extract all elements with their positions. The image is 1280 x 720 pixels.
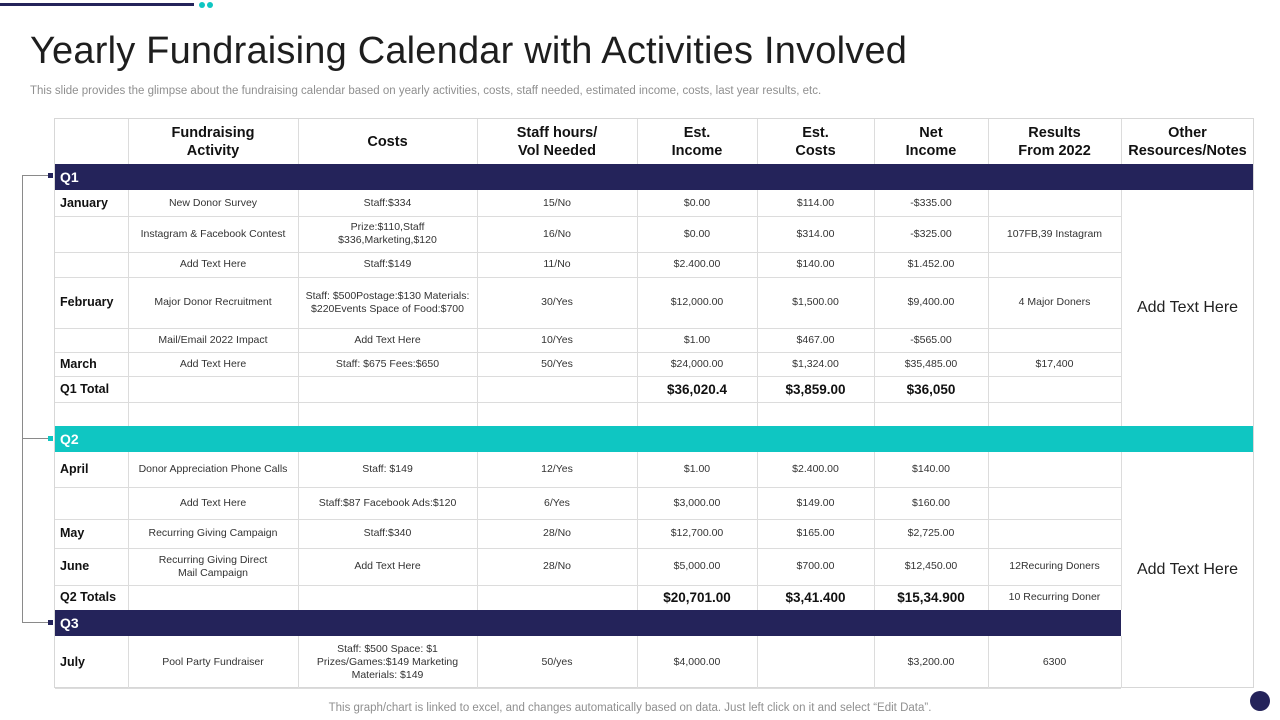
table-cell-activity: Add Text Here: [179, 258, 247, 270]
table-cell-est-costs: $165.00: [796, 527, 835, 539]
table-cell-est-income: $12,000.00: [670, 296, 724, 308]
table-cell-costs: Staff:$340: [363, 527, 412, 539]
table-cell-est-costs: $1,324.00: [792, 357, 839, 370]
table-cell-costs: Prize:$110,Staff $336,Marketing,$120: [338, 221, 437, 246]
total-cell-net-income: $15,34.900: [897, 590, 965, 605]
table-cell-results: [988, 452, 1121, 487]
table-cell-activity: Add Text Here: [179, 357, 247, 370]
table-cell-est-costs: $114.00: [796, 196, 835, 209]
header-results: Results From 2022: [1018, 124, 1091, 159]
table-cell-results: 6300: [1042, 655, 1067, 668]
table-cell-staff: 10/Yes: [541, 333, 573, 346]
table-cell-est-income: $2.400.00: [673, 258, 721, 270]
total-cell-est-costs: $3,41.400: [785, 590, 846, 605]
table-cell-activity: Pool Party Fundraiser: [162, 655, 264, 668]
table-cell-staff: 15/No: [542, 196, 572, 209]
header-notes: Other Resources/Notes: [1128, 124, 1247, 159]
table-cell-staff: 11/No: [543, 258, 571, 270]
table-cell-label: July: [60, 654, 86, 669]
row-divider: [55, 402, 1121, 403]
table-cell-staff: 50/Yes: [541, 357, 573, 370]
table-cell-staff: 28/No: [542, 560, 572, 572]
table-cell-label: February: [60, 295, 114, 309]
table-cell-results: $17,400: [1035, 357, 1074, 370]
table-cell-staff: 28/No: [542, 527, 572, 539]
table-cell-staff: 12/Yes: [541, 463, 573, 475]
header-est-income: Est. Income: [671, 124, 723, 159]
table-cell-est-costs: [757, 636, 874, 688]
total-cell-label: Q2 Totals: [60, 590, 117, 604]
header-net-income: Net Income: [905, 124, 957, 159]
q1-bracket-tick: [22, 175, 50, 176]
table-cell-activity: Major Donor Recruitment: [154, 296, 272, 308]
table-cell-label: May: [60, 526, 85, 540]
q2-bracket-tick: [22, 438, 50, 439]
table-cell-est-income: $4,000.00: [673, 655, 721, 668]
table-cell-est-income: $24,000.00: [670, 357, 724, 370]
total-cell-est-income: $20,701.00: [663, 590, 731, 605]
corner-dot: [1250, 691, 1270, 711]
total-cell-net-income: $36,050: [906, 381, 956, 397]
q3-bracket-tick: [22, 622, 50, 623]
table-cell-net-income: $35,485.00: [904, 357, 958, 370]
table-cell-est-income: $0.00: [683, 227, 711, 240]
table-cell-net-income: $1.452.00: [907, 258, 955, 270]
quarter-band-q2: Q2: [55, 426, 1253, 452]
q3-bracket-marker: [48, 620, 53, 625]
table-cell-label: [55, 216, 128, 252]
table-cell-costs: Staff: $149: [362, 463, 413, 475]
table-cell-label: [55, 487, 128, 519]
table-cell-net-income: -$335.00: [910, 196, 952, 209]
table-cell-costs: Add Text Here: [354, 560, 421, 572]
table-cell-costs: Staff:$334: [363, 196, 412, 209]
total-cell-label: Q1 Total: [60, 381, 110, 396]
table-cell-est-costs: $314.00: [796, 227, 835, 240]
page-subtitle: This slide provides the glimpse about the fundraising calendar based on yearly activities, costs, staff needed, estimated income, costs, last year results, etc.: [30, 85, 822, 97]
table-cell-costs: Staff:$87 Facebook Ads:$120: [318, 496, 457, 509]
row-divider: [55, 688, 1121, 689]
table-cell-costs: Staff:$149: [363, 258, 412, 270]
table-cell-results: 12Recuring Doners: [1009, 560, 1100, 572]
total-cell-results: 10 Recurring Doner: [1008, 591, 1101, 603]
table-cell-staff: 50/yes: [541, 655, 573, 668]
total-cell-est-income: $36,020.4: [666, 381, 728, 397]
table-cell-est-costs: $1,500.00: [792, 296, 839, 308]
total-cell-est-costs: $3,859.00: [785, 381, 846, 397]
table-cell-label: [55, 252, 128, 277]
header-staff: Staff hours/ Vol Needed: [516, 124, 598, 159]
table-cell-net-income: $9,400.00: [907, 296, 955, 308]
accent-dot: [199, 2, 205, 8]
header-activity: Fundraising Activity: [171, 124, 255, 159]
header-est-costs: Est. Costs: [795, 124, 836, 159]
table-cell-est-costs: $467.00: [796, 333, 835, 346]
table-cell-est-income: $1.00: [683, 333, 711, 346]
table-cell-label: March: [60, 356, 97, 371]
q1-bracket-marker: [48, 173, 53, 178]
table-cell-costs: Staff: $675 Fees:$650: [335, 357, 440, 370]
table-cell-est-costs: $700.00: [796, 560, 835, 572]
table-cell-results: [988, 519, 1121, 548]
table-cell-net-income: $3,200.00: [907, 655, 955, 668]
table-cell-est-income: $12,700.00: [670, 527, 724, 539]
table-cell-label: January: [60, 195, 108, 210]
table-cell-label: June: [60, 559, 90, 573]
header-costs: Costs: [367, 133, 408, 150]
table-cell-activity: Recurring Giving Direct Mail Campaign: [158, 553, 268, 579]
table-cell-activity: Add Text Here: [179, 496, 247, 509]
table-cell-results: [988, 487, 1121, 519]
q2-bracket-marker: [48, 436, 53, 441]
fundraising-table: [54, 118, 1254, 688]
quarter-bracket-line: [22, 175, 23, 622]
table-cell-net-income: $12,450.00: [904, 560, 958, 572]
table-cell-label: April: [60, 462, 89, 476]
table-cell-est-costs: $149.00: [796, 496, 835, 509]
table-cell-label: [55, 328, 128, 352]
table-cell-activity: New Donor Survey: [168, 196, 258, 209]
table-cell-activity: Donor Appreciation Phone Calls: [138, 463, 288, 475]
table-cell-results: 107FB,39 Instagram: [1006, 227, 1103, 240]
table-cell-staff: 16/No: [542, 227, 572, 240]
table-cell-costs: Staff: $500 Space: $1 Prizes/Games:$149 Marketing Materials: $149: [316, 642, 459, 681]
table-cell-results: 4 Major Doners: [1018, 296, 1091, 308]
table-cell-est-income: $5,000.00: [673, 560, 721, 572]
table-cell-net-income: -$565.00: [910, 333, 952, 346]
table-cell-results: [988, 328, 1121, 352]
q2-notes: Add Text Here: [1136, 561, 1239, 578]
table-cell-net-income: $140.00: [912, 463, 950, 475]
top-accent-line: [0, 3, 194, 6]
table-cell-net-income: $160.00: [912, 496, 950, 509]
table-cell-est-costs: $140.00: [796, 258, 835, 270]
table-cell-est-income: $3,000.00: [673, 496, 721, 509]
table-cell-activity: Instagram & Facebook Contest: [140, 227, 286, 240]
footer-note: This graph/chart is linked to excel, and changes automatically based on data. Just left click on it and select “Edit Data”.: [328, 702, 932, 714]
table-cell-net-income: -$325.00: [910, 227, 952, 240]
table-cell-costs: Add Text Here: [354, 333, 421, 346]
table-cell-activity: Mail/Email 2022 Impact: [158, 333, 268, 346]
quarter-band-q1: Q1: [55, 164, 1253, 190]
table-cell-est-income: $1.00: [683, 463, 711, 475]
table-cell-net-income: $2,725.00: [907, 527, 955, 539]
quarter-band-q3: Q3: [55, 610, 1121, 636]
table-cell-est-income: $0.00: [683, 196, 711, 209]
table-cell-results: [988, 252, 1121, 277]
table-cell-staff: 30/Yes: [541, 296, 573, 308]
accent-dot: [207, 2, 213, 8]
table-cell-results: [988, 190, 1121, 216]
table-cell-est-costs: $2.400.00: [792, 463, 839, 475]
q1-notes: Add Text Here: [1136, 299, 1239, 316]
table-cell-costs: Staff: $500Postage:$130 Materials: $220Events Space of Food:$700: [305, 289, 470, 315]
total-cell-results: [988, 376, 1121, 402]
page-title: Yearly Fundraising Calendar with Activities Involved: [30, 30, 908, 72]
table-cell-staff: 6/Yes: [544, 496, 570, 509]
table-cell-activity: Recurring Giving Campaign: [148, 527, 278, 539]
